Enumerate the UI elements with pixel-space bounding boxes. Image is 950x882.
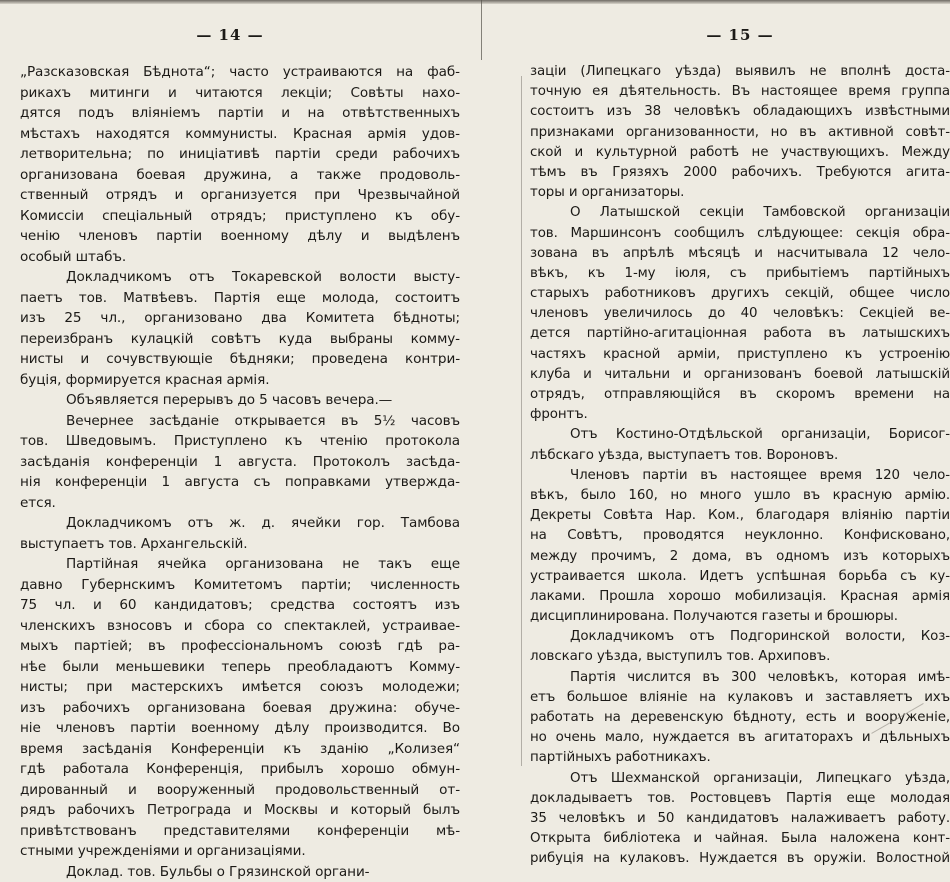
text-line: рядъ рабочихъ Петрограда и Москвы и который былъ <box>20 800 460 821</box>
text-line: вѣкъ, было 160, но много ушло въ красную армію. <box>530 486 950 506</box>
text-line: изъ 25 чл., организовано два Комитета бѣдноты; <box>20 308 460 329</box>
text-line: Партійная ячейка организована не такъ еще <box>20 554 460 575</box>
text-line: „Разсказовская Бѣднота“; часто устраиваются на фаб- <box>20 62 460 83</box>
text-line: нѣе были меньшевики теперь преобладаютъ Комму- <box>20 657 460 678</box>
page-number: — 15 — <box>530 26 950 44</box>
text-line: 35 человѣкъ и 50 кандидатовъ налаживаетъ работу. <box>530 809 950 829</box>
text-line: переизбранъ кулацкій совѣтъ куда выбраны комму- <box>20 329 460 350</box>
text-line: отрядъ, отправляющійся въ скоромъ времени на <box>530 385 950 405</box>
text-line: мыхъ партіей; въ профессіональномъ союзѣ гдѣ ра- <box>20 636 460 657</box>
text-line: признаками организованности, но въ активной совѣт- <box>530 123 950 143</box>
text-line: лѣбскаго уѣзда, выступаетъ тов. Вороновъ. <box>530 446 950 466</box>
text-line: рибуція на кулаковъ. Нуждается въ оружіи. Волостной <box>530 849 950 869</box>
text-line: особый штабъ. <box>20 247 460 268</box>
text-line: стными учрежденіями и организаціями. <box>20 841 460 862</box>
right-page <box>530 0 950 757</box>
text-line: рикахъ митинги и читаются лекціи; Совѣты нахо- <box>20 83 460 104</box>
text-line: устраивается школа. Идетъ успѣшная борьба съ ку- <box>530 567 950 587</box>
text-line: мѣстахъ находятся коммунисты. Красная армія удов- <box>20 124 460 145</box>
text-line: нисты и сочувствующіе бѣдняки; проведена контри- <box>20 349 460 370</box>
text-line: О Латышской секціи Тамбовской организаціи <box>530 203 950 223</box>
left-page <box>20 0 460 757</box>
text-line: членскихъ взносовъ и сбора со спектаклей, устраивае- <box>20 616 460 637</box>
page-body-text <box>20 62 460 882</box>
text-line: ніе членовъ партіи военному дѣлу производится. Во <box>20 718 460 739</box>
text-line: изъ рабочихъ организована боевая дружина: обуче- <box>20 698 460 719</box>
text-line: привѣтствованъ представителями конференціи мѣ- <box>20 821 460 842</box>
text-line: Докладчикомъ отъ Подгоринской волости, Коз- <box>530 627 950 647</box>
text-line: ской и культурной работѣ не участвующихъ. Между <box>530 143 950 163</box>
text-line: старыхъ работниковъ другихъ секцій, общее число <box>530 284 950 304</box>
text-line: Объявляется перерывъ до 5 часовъ вечера.— <box>20 390 460 411</box>
text-line: летворительна; по иниціативѣ партіи среди рабочихъ <box>20 144 460 165</box>
fold-mark <box>481 0 482 60</box>
text-line: Отъ Шехманской организаціи, Липецкаго уѣзда, <box>530 769 950 789</box>
text-line: точную ея дѣятельность. Въ настоящее время группа <box>530 82 950 102</box>
text-line: Докладчикомъ отъ Токаревской волости высту- <box>20 267 460 288</box>
text-line: дированный и вооруженный продовольственный от- <box>20 780 460 801</box>
text-line: клуба и читальни и организованъ боевой латышскій <box>530 365 950 385</box>
text-line: Партія числится въ 300 человѣкъ, которая имѣ- <box>530 668 950 688</box>
page-number: — 14 — <box>10 26 450 44</box>
text-line: Отъ Костино-Отдѣльской организаціи, Борисог- <box>530 425 950 445</box>
text-line: ловскаго уѣзда, выступилъ тов. Архиповъ. <box>530 647 950 667</box>
text-line: выступаетъ тов. Архангельскій. <box>20 534 460 555</box>
text-line: 75 чл. и 60 кандидатовъ; средства состоятъ изъ <box>20 595 460 616</box>
text-line: тов. Маршинсонъ сообщилъ слѣдующее: секція обра- <box>530 224 950 244</box>
text-line: тѣмъ въ Грязяхъ 2000 рабочихъ. Требуются агита- <box>530 163 950 183</box>
text-line: фронтъ. <box>530 405 950 425</box>
text-line: зована въ апрѣлѣ мѣсяцѣ и насчитывала 12 чело- <box>530 244 950 264</box>
text-line: дется партійно-агитаціонная работа въ латышскихъ <box>530 324 950 344</box>
text-line: время засѣданія Конференціи къ зданію „Колизея“ <box>20 739 460 760</box>
text-line: но очень мало, нуждается въ агитаторахъ и дѣльныхъ <box>530 728 950 748</box>
text-line: буція, формируется красная армія. <box>20 370 460 391</box>
text-line: Открыта библіотека и чайная. Была наложена конт- <box>530 829 950 849</box>
text-line: Комиссіи спеціальный отрядъ; приступлено къ обу- <box>20 206 460 227</box>
text-line: нисты; при мастерскихъ имѣется союзъ молодежи; <box>20 677 460 698</box>
text-line: гдѣ работала Конференція, прибылъ хорошо обмун- <box>20 759 460 780</box>
text-line: тов. Шведовымъ. Приступлено къ чтенію протокола <box>20 431 460 452</box>
text-line: лаками. Прошла хорошо мобилизація. Красная армія <box>530 587 950 607</box>
text-line: Доклад. тов. Бульбы о Грязинской органи- <box>20 862 460 882</box>
text-line: вѣкъ, къ 1-му іюля, съ прибытіемъ партійныхъ <box>530 264 950 284</box>
text-line: частяхъ красной арміи, приступлено къ устроенію <box>530 345 950 365</box>
text-line: состоитъ изъ 38 человѣкъ обладающихъ извѣстными <box>530 102 950 122</box>
text-line: ственный отрядъ и организуется при Чрезвычайной <box>20 185 460 206</box>
text-line: Декреты Совѣта Нар. Ком., благодаря вліянію партіи <box>530 506 950 526</box>
text-line: ченію членовъ партіи военному дѣлу и выдѣленъ <box>20 226 460 247</box>
text-line: заціи (Липецкаго уѣзда) выявилъ не вполнѣ доста- <box>530 62 950 82</box>
text-line: организована боевая дружина, а также продоволь- <box>20 165 460 186</box>
text-line: между прочимъ, 2 дома, въ одномъ изъ которыхъ <box>530 547 950 567</box>
text-line: Вечернее засѣданіе открывается въ 5½ часовъ <box>20 411 460 432</box>
text-line: нія конференціи 1 августа съ поправками утвержда- <box>20 472 460 493</box>
text-line: дятся подъ вліяніемъ партіи и на отвѣтственныхъ <box>20 103 460 124</box>
page-gutter-line <box>521 76 522 766</box>
text-line: засѣданія конференціи 1 августа. Протоколъ засѣда- <box>20 452 460 473</box>
page-body-text <box>530 62 950 870</box>
text-line: дисциплинирована. Получаются газеты и брошюры. <box>530 607 950 627</box>
text-line: Членовъ партіи въ настоящее время 120 чело- <box>530 466 950 486</box>
text-line: давно Губернскимъ Комитетомъ партіи; численность <box>20 575 460 596</box>
text-line: на Совѣтъ, проводятся неуклонно. Конфисковано, <box>530 526 950 546</box>
text-line: Докладчикомъ отъ ж. д. ячейки гор. Тамбова <box>20 513 460 534</box>
text-line: торы и организаторы. <box>530 183 950 203</box>
text-line: ется. <box>20 493 460 514</box>
text-line: етъ большое вліяніе на кулаковъ и заставляетъ ихъ <box>530 688 950 708</box>
text-line: докладываетъ тов. Ростовцевъ Партія еще молодая <box>530 789 950 809</box>
text-line: партійныхъ работникахъ. <box>530 748 950 768</box>
text-line: паетъ тов. Матвѣевъ. Партія еще молода, состоитъ <box>20 288 460 309</box>
text-line: членовъ увеличилось до 40 человѣкъ: Секціей ве- <box>530 304 950 324</box>
text-line: работать на деревенскую бѣдноту, есть и вооруженіе, <box>530 708 950 728</box>
